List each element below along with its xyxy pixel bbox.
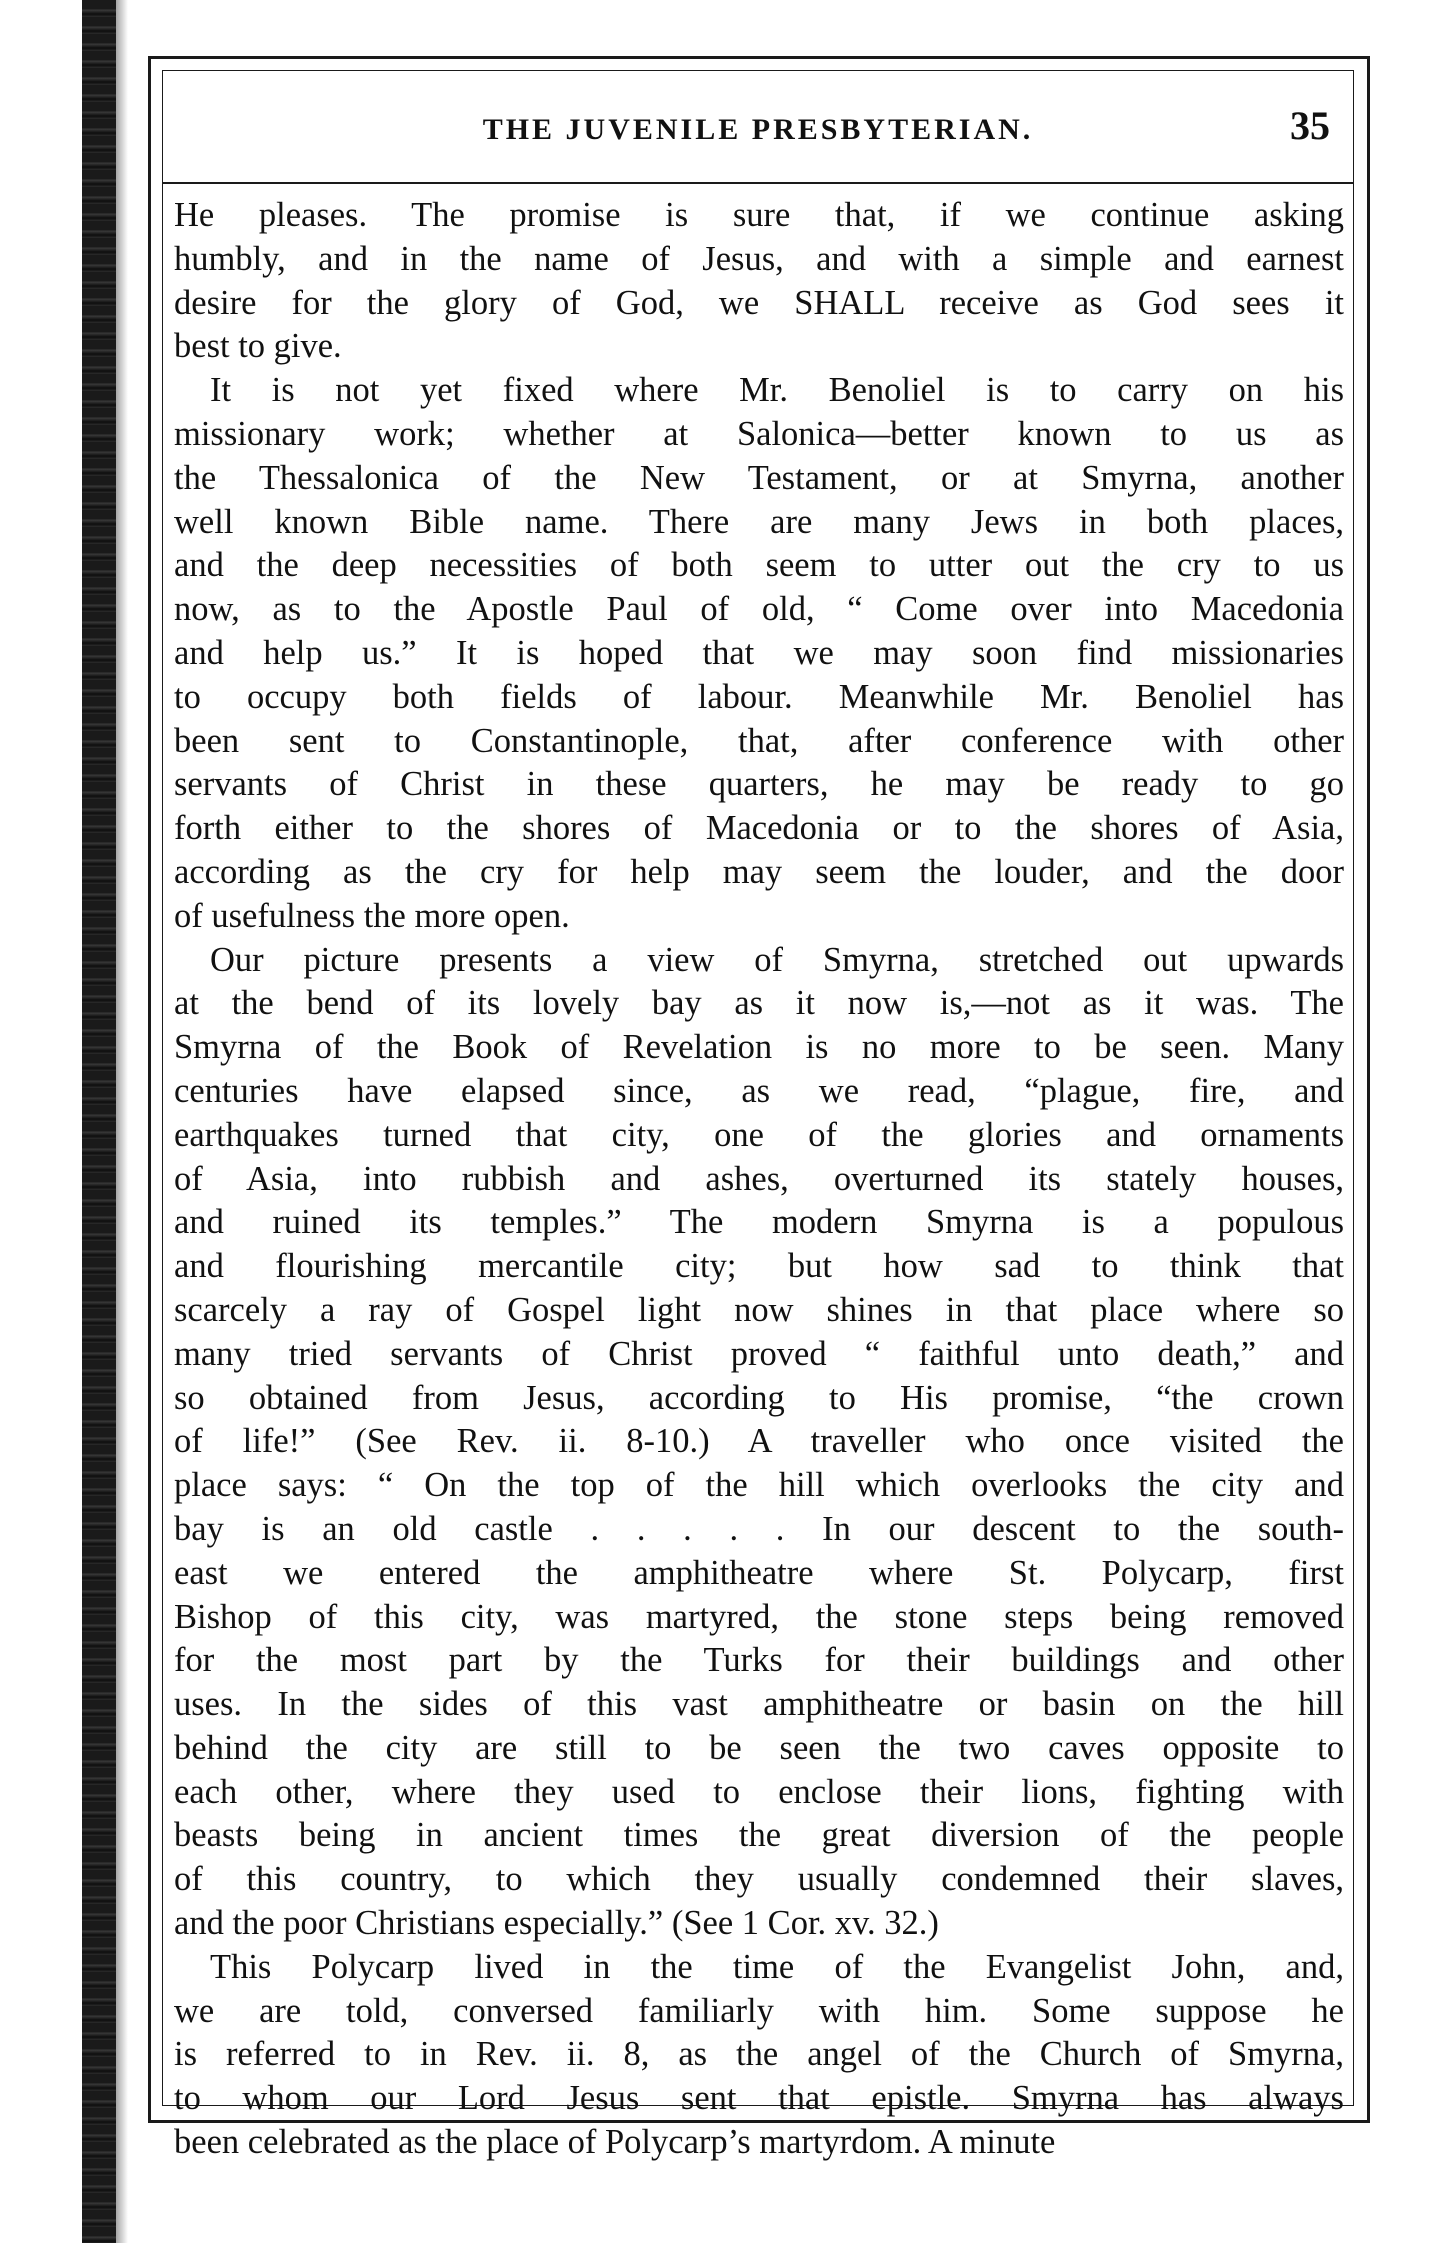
body-line: missionary work; whether at Salonica—better known to us as — [174, 414, 1344, 453]
body-line: and help us.” It is hoped that we may soon find missionaries — [174, 633, 1344, 672]
binding-shadow — [116, 0, 128, 2243]
body-line: according as the cry for help may seem the louder, and the door — [174, 852, 1344, 891]
body-line: well known Bible name. There are many Jews in both places, — [174, 502, 1344, 541]
body-line: He pleases. The promise is sure that, if we continue asking — [174, 196, 1344, 234]
body-line: centuries have elapsed since, as we read, “plague, fire, and — [174, 1071, 1344, 1110]
body-line: to whom our Lord Jesus sent that epistle. Smyrna has always — [174, 2079, 1344, 2118]
body-line: for the most part by the Turks for their buildings and other — [174, 1641, 1344, 1680]
body-line: of this country, to which they usually condemned their slaves, — [174, 1860, 1344, 1899]
body-line: servants of Christ in these quarters, he may be ready to go — [174, 765, 1344, 804]
body-line: of usefulness the more open. — [174, 896, 570, 935]
body-line: earthquakes turned that city, one of the glories and ornaments — [174, 1115, 1344, 1154]
body-line: Bishop of this city, was martyred, the stone steps being removed — [174, 1597, 1344, 1636]
body-line: place says: “ On the top of the hill which overlooks the city and — [174, 1466, 1344, 1505]
body-line: of life!” (See Rev. ii. 8-10.) A traveller who once visited the — [174, 1422, 1344, 1461]
body-line: is referred to in Rev. ii. 8, as the angel of the Church of Smyrna, — [174, 2035, 1344, 2074]
body-line: the Thessalonica of the New Testament, or at Smyrna, another — [174, 458, 1344, 497]
body-line: This Polycarp lived in the time of the Evangelist John, and, — [210, 1947, 1344, 1986]
body-line: Our picture presents a view of Smyrna, stretched out upwards — [210, 940, 1344, 979]
page-number: 35 — [1290, 103, 1330, 148]
body-line: beasts being in ancient times the great diversion of the people — [174, 1816, 1344, 1855]
header-rule — [162, 182, 1354, 184]
body-line: forth either to the shores of Macedonia or to the shores of Asia, — [174, 809, 1344, 848]
body-line: east we entered the amphitheatre where St. Polycarp, first — [174, 1553, 1344, 1592]
body-line: been sent to Constantinople, that, after conference with other — [174, 721, 1344, 760]
body-line: we are told, conversed familiarly with him. Some suppose he — [174, 1991, 1344, 2030]
running-title: THE JUVENILE PRESBYTERIAN. — [482, 113, 1034, 146]
body-line: at the bend of its lovely bay as it now is,—not as it was. The — [174, 984, 1344, 1023]
body-line: humbly, and in the name of Jesus, and with a simple and earnest — [174, 239, 1344, 278]
body-line: and the deep necessities of both seem to utter out the cry to us — [174, 546, 1344, 585]
body-line: behind the city are still to be seen the two caves opposite to — [174, 1728, 1344, 1767]
body-line: uses. In the sides of this vast amphitheatre or basin on the hill — [174, 1685, 1344, 1724]
body-line: many tried servants of Christ proved “ faithful unto death,” and — [174, 1334, 1344, 1373]
body-line: each other, where they used to enclose their lions, fighting with — [174, 1772, 1344, 1811]
body-line: and ruined its temples.” The modern Smyrna is a populous — [174, 1203, 1344, 1242]
body-line: It is not yet fixed where Mr. Benoliel is to carry on his — [210, 371, 1344, 410]
body-line: of Asia, into rubbish and ashes, overturned its stately houses, — [174, 1159, 1344, 1198]
body-line: to occupy both fields of labour. Meanwhile Mr. Benoliel has — [174, 677, 1344, 716]
body-line: Smyrna of the Book of Revelation is no more to be seen. Many — [174, 1028, 1344, 1067]
body-line: and the poor Christians especially.” (See 1 Cor. xv. 32.) — [174, 1904, 939, 1943]
body-line: and flourishing mercantile city; but how sad to think that — [174, 1247, 1344, 1286]
body-line: desire for the glory of God, we SHALL receive as God sees it — [174, 283, 1344, 322]
body-line: now, as to the Apostle Paul of old, “ Come over into Macedonia — [174, 590, 1344, 629]
article-body — [174, 194, 1344, 2162]
body-line: bay is an old castle . . . . . In our descent to the south- — [174, 1509, 1344, 1548]
body-line: so obtained from Jesus, according to His promise, “the crown — [174, 1378, 1344, 1417]
body-line: scarcely a ray of Gospel light now shines in that place where so — [174, 1290, 1344, 1329]
body-line: been celebrated as the place of Polycarp’s martyrdom. A minute — [174, 2123, 1056, 2162]
body-line: best to give. — [174, 327, 342, 366]
book-binding-edge — [82, 0, 116, 2243]
